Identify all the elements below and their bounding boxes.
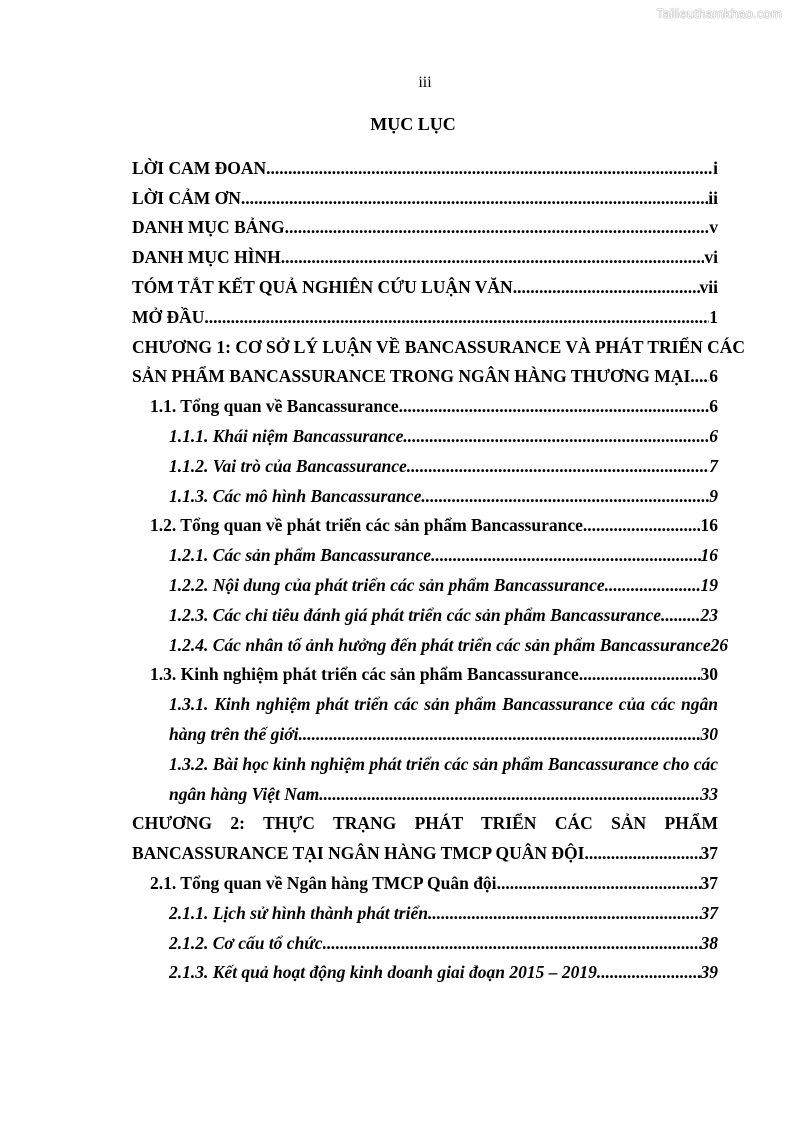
toc-entry-1-3-2-cont[interactable]: ngân hàng Việt Nam ..... 33 <box>132 776 718 806</box>
toc-entry-2-1[interactable]: 2.1. Tổng quan về Ngân hàng TMCP Quân đội ..... 37 <box>132 865 718 895</box>
leader-dots <box>584 841 700 865</box>
toc-title: MỤC LỤC <box>370 114 456 134</box>
page-ref: vii <box>699 276 718 297</box>
leader-dots <box>319 782 700 806</box>
page-ref: 33 <box>700 783 718 804</box>
leader-dots <box>583 513 701 537</box>
toc-entry-loi-cam-doan[interactable]: LỜI CAM ĐOAN ..... i <box>132 150 718 180</box>
page-ref: 6 <box>709 396 718 417</box>
toc-entry-chuong-1-cont[interactable]: SẢN PHẨM BANCASSURANCE TRONG NGÂN HÀNG THƯƠNG MẠI ..... 6 <box>132 359 718 389</box>
toc-entry-1-3[interactable]: 1.3. Kinh nghiệm phát triển các sản phẩm Bancassurance ..... 30 <box>132 657 718 687</box>
page-ref: i <box>713 157 718 178</box>
leader-dots <box>497 871 701 895</box>
page-ref: 9 <box>709 485 718 506</box>
leader-dots <box>204 305 709 329</box>
page-ref: 30 <box>700 723 718 744</box>
page-ref: 1 <box>709 306 718 327</box>
toc-entry-chuong-2-cont[interactable]: BANCASSURANCE TẠI NGÂN HÀNG TMCP QUÂN ĐỘI ..... 37 <box>132 835 718 865</box>
toc-entry-1-2[interactable]: 1.2. Tổng quan về phát triển các sản phẩm Bancassurance ..... 16 <box>132 508 718 538</box>
leader-dots <box>597 960 701 984</box>
page-ref: ii <box>708 187 718 208</box>
leader-dots <box>428 901 701 925</box>
leader-dots <box>323 931 701 955</box>
leader-dots <box>431 543 700 567</box>
page-ref: 23 <box>700 604 718 625</box>
toc-entry-chuong-2[interactable]: CHƯƠNG 2: THỰC TRẠNG PHÁT TRIỂN CÁC SẢN PHẨM <box>132 813 718 834</box>
toc-entry-chuong-1[interactable]: CHƯƠNG 1: CƠ SỞ LÝ LUẬN VỀ BANCASSURANCE VÀ PHÁT TRIỂN CÁC <box>132 336 746 357</box>
toc-entry-1-3-1[interactable]: 1.3.1. Kinh nghiệm phát triển các sản phẩm Bancassurance của các ngân <box>169 694 718 715</box>
toc-entry-tom-tat[interactable]: TÓM TẮT KẾT QUẢ NGHIÊN CỨU LUẬN VĂN ..... vii <box>132 269 718 299</box>
page-ref: 37 <box>700 843 718 864</box>
toc-entry-1-3-2[interactable]: 1.3.2. Bài học kinh nghiệm phát triển các sản phẩm Bancassurance cho các <box>169 753 718 774</box>
toc-entry-1-3-1-cont[interactable]: hàng trên thế giới ..... 30 <box>132 716 718 746</box>
page-ref: 16 <box>700 545 718 566</box>
toc-entry-2-1-1[interactable]: 2.1.1. Lịch sử hình thành phát triển ..... 37 <box>132 895 718 925</box>
leader-dots <box>403 424 709 448</box>
page-ref: 30 <box>700 664 718 685</box>
leader-dots <box>299 722 701 746</box>
toc-entry-danh-muc-hinh[interactable]: DANH MỤC HÌNH ..... vi <box>132 239 718 269</box>
page-ref: 7 <box>709 455 718 476</box>
toc-entry-1-1[interactable]: 1.1. Tổng quan về Bancassurance ..... 6 <box>132 388 718 418</box>
leader-dots <box>513 275 700 299</box>
toc-entry-1-2-1[interactable]: 1.2.1. Các sản phẩm Bancassurance ..... 16 <box>132 537 718 567</box>
page-ref: 16 <box>700 515 718 536</box>
leader-dots <box>661 603 700 627</box>
leader-dots <box>421 484 709 508</box>
toc-entry-1-1-2[interactable]: 1.1.2. Vai trò của Bancassurance ..... 7 <box>132 448 718 478</box>
watermark: Tailieuthamkhao.com <box>656 6 782 21</box>
toc-entry-2-1-2[interactable]: 2.1.2. Cơ cấu tổ chức ..... 38 <box>132 925 718 955</box>
leader-dots <box>605 573 701 597</box>
toc-entry-1-2-2[interactable]: 1.2.2. Nội dung của phát triển các sản phẩm Bancassurance ..... 19 <box>132 567 718 597</box>
page-ref: 6 <box>709 425 718 446</box>
page-ref: v <box>709 217 718 238</box>
toc-entry-1-1-1[interactable]: 1.1.1. Khái niệm Bancassurance ..... 6 <box>132 418 718 448</box>
toc-entry-1-2-3[interactable]: 1.2.3. Các chỉ tiêu đánh giá phát triển các sản phẩm Bancassurance ..... 23 <box>132 597 718 627</box>
page-ref: 19 <box>700 574 718 595</box>
toc-entry-1-2-4[interactable]: 1.2.4. Các nhân tố ảnh hưởng đến phát triển các sản phẩm Bancassurance 26 <box>169 634 729 655</box>
leader-dots <box>241 186 708 210</box>
leader-dots <box>690 364 709 388</box>
page-ref: 37 <box>700 872 718 893</box>
toc-entry-danh-muc-bang[interactable]: DANH MỤC BẢNG ..... v <box>132 210 718 240</box>
page-ref: 39 <box>700 962 718 983</box>
page-number: iii <box>418 74 432 91</box>
toc-entry-2-1-3[interactable]: 2.1.3. Kết quả hoạt động kinh doanh giai đoạn 2015 – 2019 ..... 39 <box>132 955 718 985</box>
page-ref: 26 <box>710 634 729 655</box>
page-ref: 6 <box>709 366 718 387</box>
leader-dots <box>399 394 710 418</box>
leader-dots <box>285 215 710 239</box>
toc-entry-1-1-3[interactable]: 1.1.3. Các mô hình Bancassurance ..... 9 <box>132 478 718 508</box>
toc-entry-mo-dau[interactable]: MỞ ĐẦU ..... 1 <box>132 299 718 329</box>
page-ref: vi <box>704 247 718 268</box>
toc-entry-loi-cam-on[interactable]: LỜI CẢM ƠN ..... ii <box>132 180 718 210</box>
leader-dots <box>407 454 710 478</box>
leader-dots <box>579 662 701 686</box>
table-of-contents <box>132 150 746 984</box>
leader-dots <box>281 245 705 269</box>
leader-dots <box>266 156 713 180</box>
page-ref: 38 <box>700 932 718 953</box>
page-ref: 37 <box>700 902 718 923</box>
